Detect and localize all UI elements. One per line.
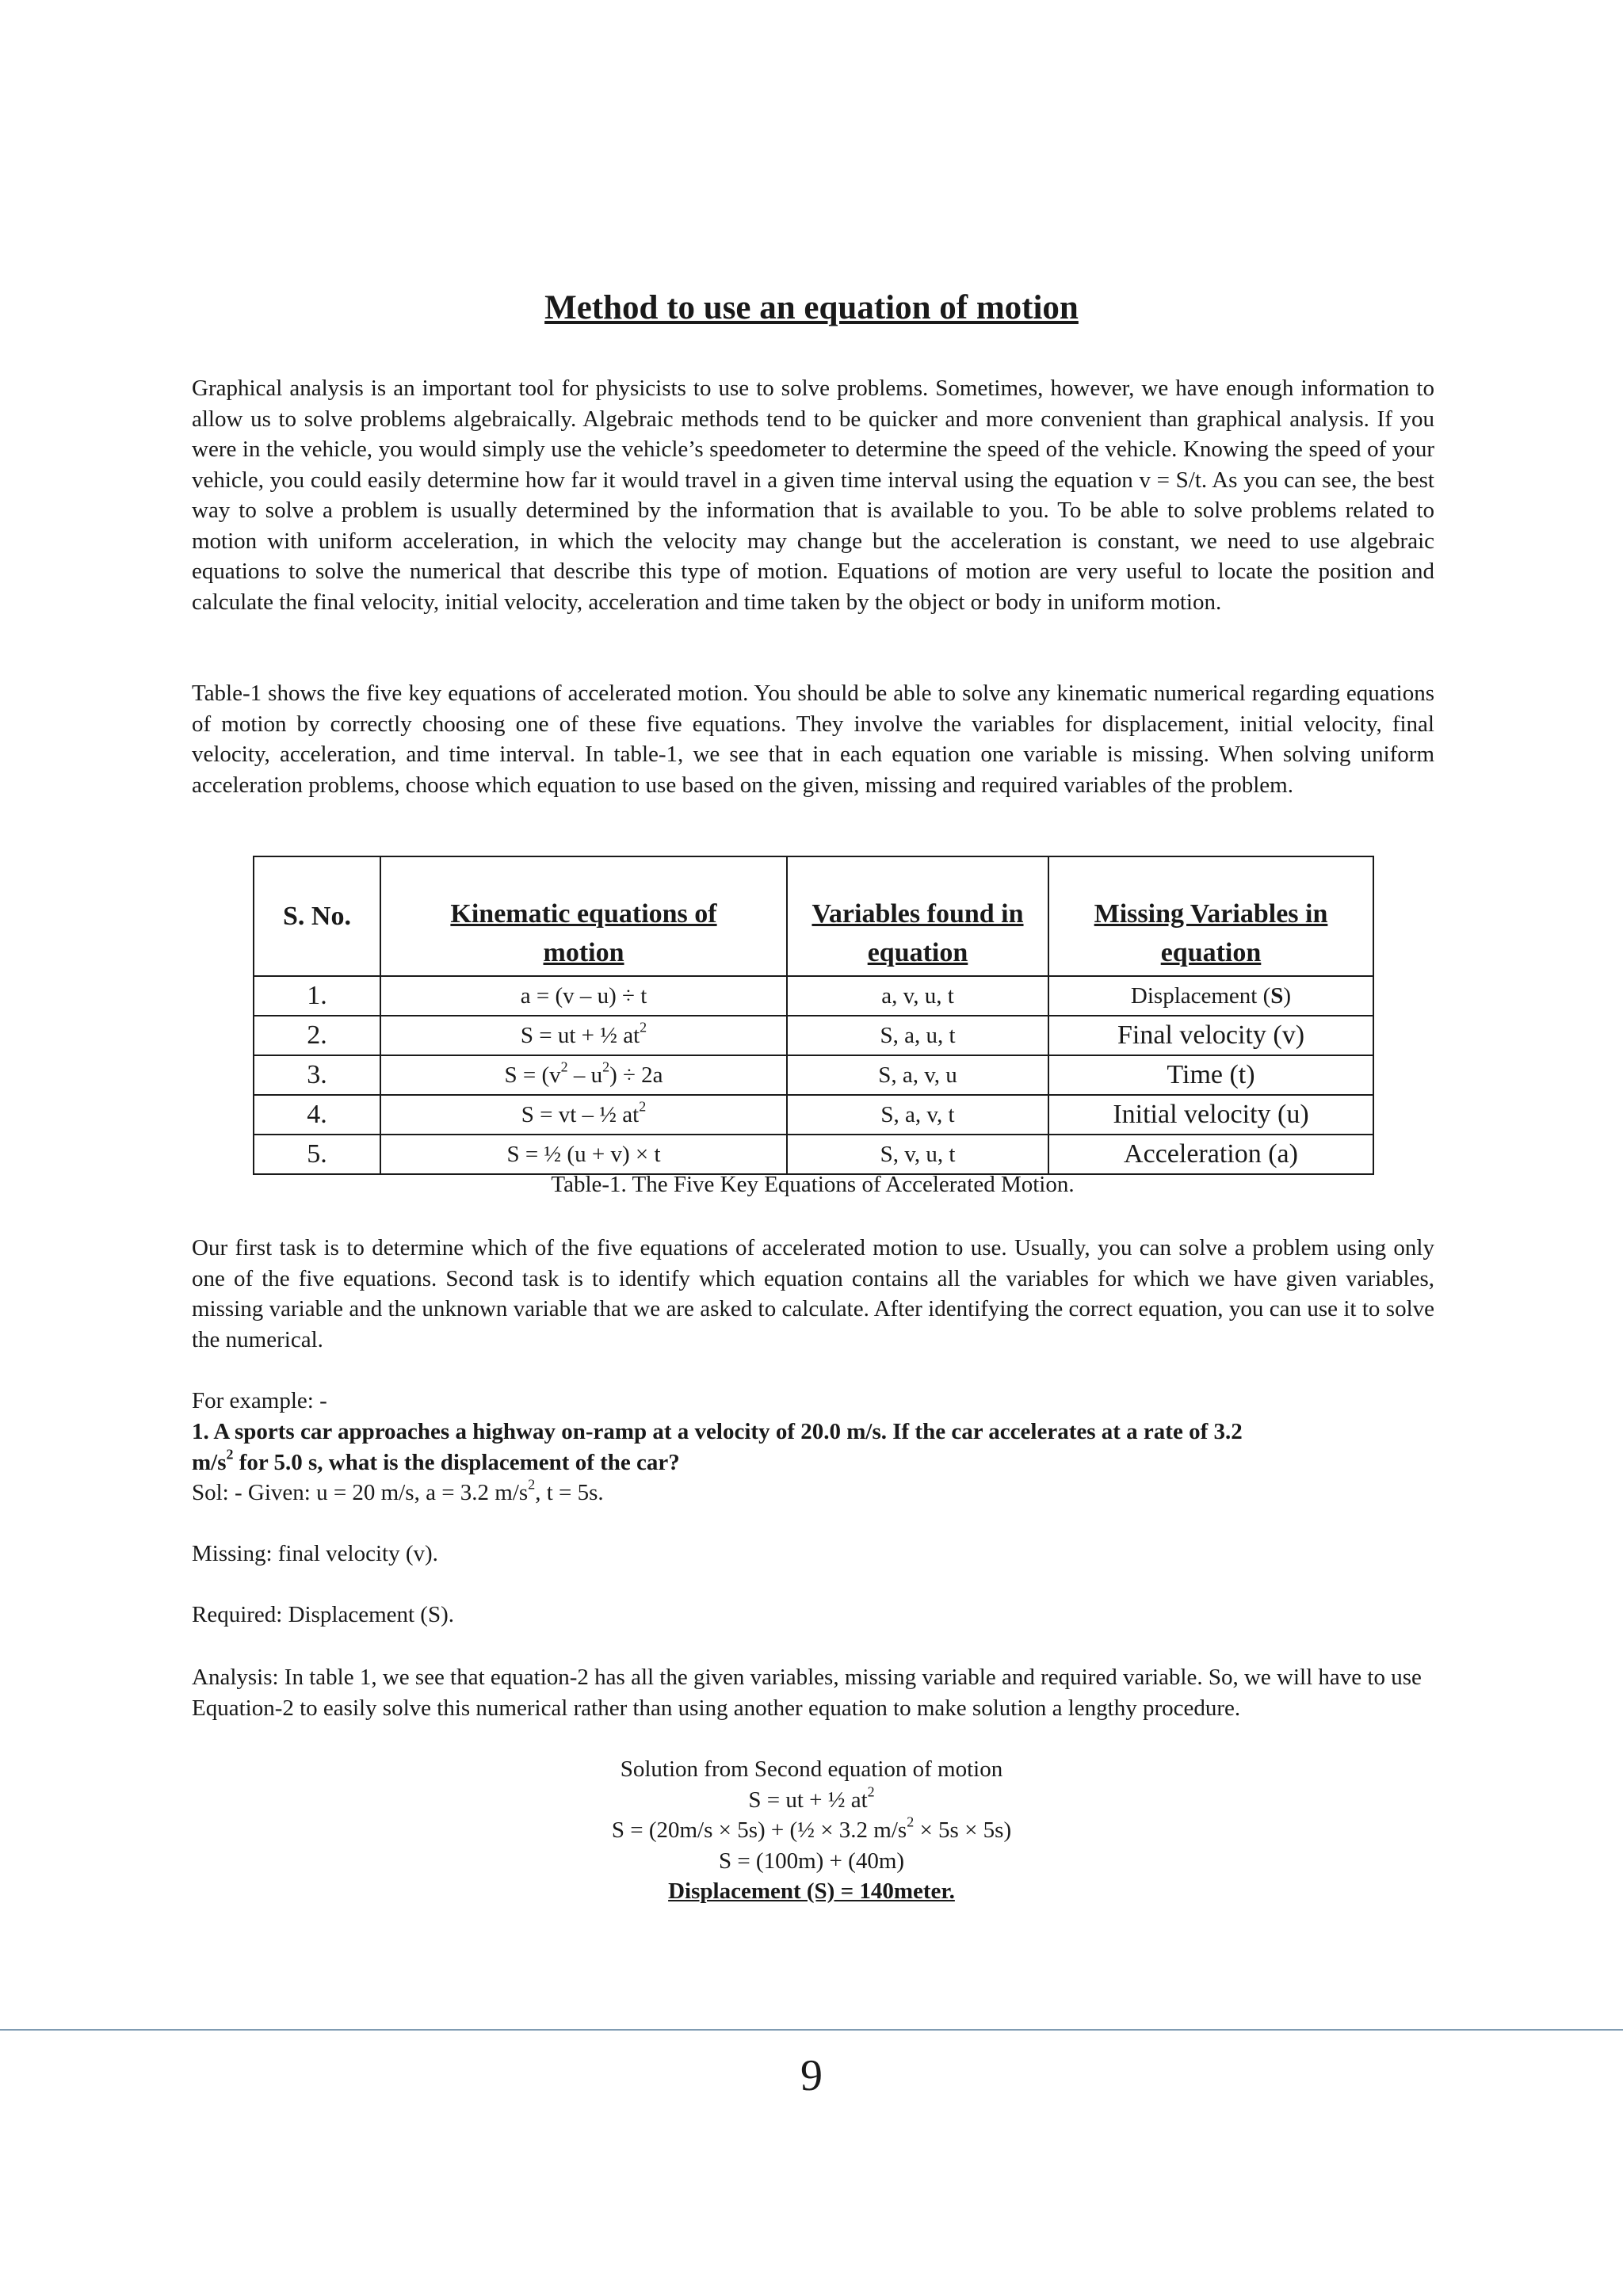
row-missing-variable: Final velocity (v) <box>1048 1016 1373 1055</box>
header-equations-line2: motion <box>543 938 624 967</box>
row-missing-variable: Time (t) <box>1048 1055 1373 1095</box>
table-row <box>254 976 1373 1016</box>
intro-paragraph: Graphical analysis is an important tool for physicists to use to solve problems. Sometimes, however, we have enough information to allow us to solve problems algebraically. Algebraic methods tend to be quicker and more convenient than graphical analysis. If you were in the vehicle, you would simply use the vehicle’s speedometer to determine the speed of the vehicle. Knowing the speed of your vehicle, you could easily determine how far it would travel in a given time interval using the equation v = S/t. As you can see, the best way to solve a problem is usually determined by the information that is available to you. To be able to solve problems related to motion with uniform acceleration, in which the velocity may change but the acceleration is constant, we need to use algebraic equations to solve the numerical that describe this type of motion. Equations of motion are very useful to locate the position and calculate the final velocity, initial velocity, acceleration and time taken by the object or body in uniform motion. <box>192 376 1434 615</box>
equation-text: S = vt – ½ at <box>521 1101 640 1127</box>
analysis-paragraph: Analysis: In table 1, we see that equation-2 has all the given variables, missing variable and required variable. So, we will have to use Equation-2 to easily solve this numerical rather than using another equation to make solution a lengthy procedure. <box>192 1665 1422 1721</box>
solution-line-3: S = (100m) + (40m) <box>718 1848 905 1874</box>
row-variables-found: S, a, v, t <box>787 1095 1048 1135</box>
missing-line: Missing: final velocity (v). <box>192 1541 438 1566</box>
header-missing-variables <box>1048 856 1373 976</box>
solution-line-1 <box>0 1785 1623 1816</box>
solution-text: S = (20m/s × 5s) + (½ × 3.2 m/s <box>611 1817 907 1843</box>
given-text: Sol: - Given: u = 20 m/s, a = 3.2 m/s <box>192 1480 529 1505</box>
solution-line-2 <box>0 1815 1623 1846</box>
kinematic-equations-table <box>253 856 1374 1175</box>
table-intro-paragraph: Table-1 shows the five key equations of accelerated motion. You should be able to solve any kinematic numerical regarding equations of motion by correctly choosing one of these five equations. They involve the variables for displacement, initial velocity, final velocity, acceleration, and time interval. In table-1, we see that in each equation one variable is missing. When solving uniform acceleration problems, choose which equation to use based on the given, missing and required variables of the problem. <box>192 681 1434 798</box>
header-equations-line1: Kinematic equations of <box>450 899 717 929</box>
equation-text: S = ut + ½ at <box>520 1022 640 1048</box>
given-text-end: , t = 5s. <box>535 1480 604 1505</box>
page-number: 9 <box>800 2051 823 2100</box>
page-title: Method to use an equation of motion <box>544 289 1079 326</box>
given-line <box>192 1478 1460 1508</box>
table-row <box>254 1055 1373 1095</box>
superscript: 2 <box>639 1098 647 1115</box>
row-equation <box>380 1016 787 1055</box>
table-header-row <box>254 856 1373 976</box>
header-variables-found <box>787 856 1048 976</box>
row-variables-found: a, v, u, t <box>787 976 1048 1016</box>
header-sno: S. No. <box>254 856 380 976</box>
superscript: 2 <box>640 1019 647 1035</box>
equation-text: S = (v <box>504 1062 561 1088</box>
row-variables-found: S, v, u, t <box>787 1135 1048 1174</box>
row-missing-variable: Initial velocity (u) <box>1048 1095 1373 1135</box>
solution-block <box>0 1754 1623 1907</box>
solution-text: S = ut + ½ at <box>748 1787 868 1813</box>
first-task-paragraph: Our first task is to determine which of the five equations of accelerated motion to use. Usually, you can solve a problem using only one of the five equations. Second task is to identify which equation contains all the variables for which we have given variables, missing variable and the unknown variable that we are asked to calculate. After identifying the correct equation, you can use it to solve the numerical. <box>192 1235 1434 1352</box>
superscript: 2 <box>907 1814 915 1830</box>
row-variables-found: S, a, u, t <box>787 1016 1048 1055</box>
missing-text-end: ) <box>1283 982 1292 1009</box>
header-found-line2: equation <box>867 938 968 967</box>
superscript: 2 <box>560 1058 568 1075</box>
example-question <box>192 1417 1460 1478</box>
footer-divider <box>0 2029 1623 2031</box>
superscript: 2 <box>602 1058 610 1075</box>
required-line: Required: Displacement (S). <box>192 1602 454 1627</box>
example-label: For example: - <box>192 1388 327 1413</box>
question-line2: m/s <box>192 1449 227 1475</box>
row-variables-found: S, a, v, u <box>787 1055 1048 1095</box>
row-number: 2. <box>254 1016 380 1055</box>
header-missing-line1: Missing Variables in <box>1094 899 1328 929</box>
table-caption: Table-1. The Five Key Equations of Accelerated Motion. <box>551 1172 1075 1197</box>
superscript: 2 <box>528 1476 536 1493</box>
table-row <box>254 1016 1373 1055</box>
row-equation <box>380 1055 787 1095</box>
solution-heading: Solution from Second equation of motion <box>620 1756 1003 1782</box>
missing-bold: S <box>1270 982 1284 1009</box>
row-number: 3. <box>254 1055 380 1095</box>
solution-final-answer: Displacement (S) = 140meter. <box>668 1878 955 1904</box>
row-number: 4. <box>254 1095 380 1135</box>
superscript: 2 <box>867 1783 875 1800</box>
header-equations <box>380 856 787 976</box>
row-equation: S = ½ (u + v) × t <box>380 1135 787 1174</box>
row-missing-variable: Acceleration (a) <box>1048 1135 1373 1174</box>
row-equation: a = (v – u) ÷ t <box>380 976 787 1016</box>
table-row <box>254 1135 1373 1174</box>
question-line1: 1. A sports car approaches a highway on-ramp at a velocity of 20.0 m/s. If the car accelerates at a rate of 3.2 <box>192 1419 1243 1444</box>
solution-text-end: × 5s × 5s) <box>914 1817 1012 1843</box>
header-missing-line2: equation <box>1160 938 1262 967</box>
row-number: 1. <box>254 976 380 1016</box>
question-line2-rest: for 5.0 s, what is the displacement of the car? <box>233 1449 680 1475</box>
row-missing-variable <box>1048 976 1373 1016</box>
table-row <box>254 1095 1373 1135</box>
row-number: 5. <box>254 1135 380 1174</box>
superscript: 2 <box>226 1446 234 1463</box>
equation-text: – u <box>567 1062 603 1088</box>
header-found-line1: Variables found in <box>812 899 1024 929</box>
equation-text: ) ÷ 2a <box>609 1062 663 1088</box>
row-equation <box>380 1095 787 1135</box>
missing-text: Displacement ( <box>1130 982 1271 1009</box>
